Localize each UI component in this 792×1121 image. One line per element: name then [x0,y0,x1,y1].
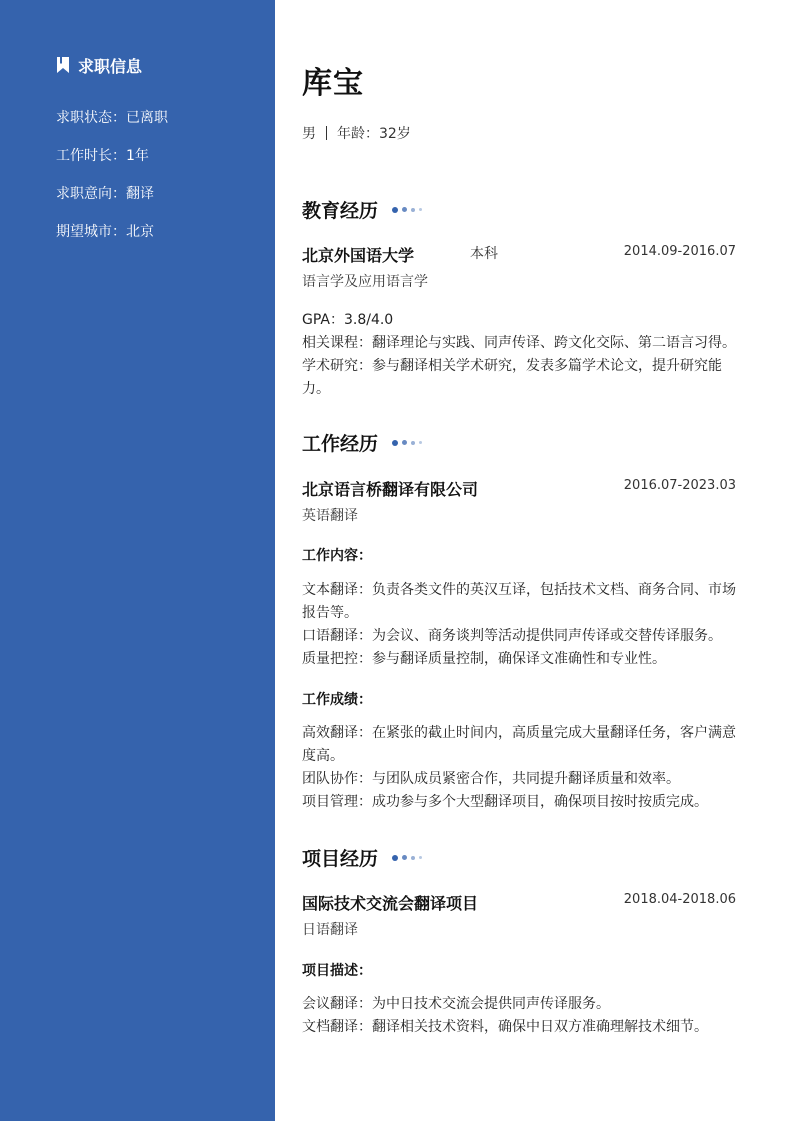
work-achievement-heading: 工作成绩： [302,692,372,708]
work-date: 2016.07-2023.03 [623,478,736,493]
sidebar-title [56,54,142,76]
work-content-heading: 工作内容： [302,548,372,564]
bookmark-icon [56,57,70,73]
work-role: 英语翻译 [302,508,358,524]
company-name: 北京语言桥翻译有限公司 [302,480,479,499]
project-section-title [302,844,422,871]
major: 语言学及应用语言学 [302,274,428,290]
sidebar [0,0,275,1121]
project-description [302,993,738,1039]
degree: 本科 [470,246,498,262]
decorative-dots [392,207,422,213]
project-role: 日语翻译 [302,922,358,938]
work-title-text: 工作经历 [302,433,379,455]
work-content-line: 质量把控：参与翻译质量控制，确保译文准确性和专业性。 [302,651,666,667]
achievement-line: 团队协作：与团队成员紧密合作，共同提升翻译质量和效率。 [302,771,680,787]
decorative-dots [392,855,422,861]
work-duration: 工作时长：1年 [56,148,149,164]
research-line: 学术研究：参与翻译相关学术研究，发表多篇学术论文，提升研究能力。 [302,358,722,397]
achievement-line: 项目管理：成功参与多个大型翻译项目，确保项目按时按质完成。 [302,794,708,810]
project-name: 国际技术交流会翻译项目 [302,894,479,913]
age: 年龄：32岁 [337,126,411,142]
achievement-line: 高效翻译：在紧张的截止时间内，高质量完成大量翻译任务，客户满意度高。 [302,725,736,764]
project-title-text: 项目经历 [302,848,379,870]
work-content [302,579,738,671]
work-achievements [302,722,738,814]
gender: 男 [302,126,316,142]
divider [326,126,327,140]
education-date: 2014.09-2016.07 [623,244,736,259]
project-desc-line: 会议翻译：为中日技术交流会提供同声传译服务。 [302,996,610,1012]
education-details [302,309,738,401]
courses-line: 相关课程：翻译理论与实践、同声传译、跨文化交际、第二语言习得。 [302,335,736,351]
education-title-text: 教育经历 [302,200,379,222]
school-name: 北京外国语大学 [302,246,415,265]
job-intention: 求职意向：翻译 [56,186,154,202]
work-content-line: 口语翻译：为会议、商务谈判等活动提供同声传译或交替传译服务。 [302,628,722,644]
project-desc-line: 文档翻译：翻译相关技术资料，确保中日双方准确理解技术细节。 [302,1019,708,1035]
sidebar-title-text: 求职信息 [78,56,143,76]
work-section-title [302,429,422,456]
gpa-line: GPA：3.8/4.0 [302,312,394,328]
project-date: 2018.04-2018.06 [623,892,736,907]
decorative-dots [392,440,422,446]
project-desc-heading: 项目描述： [302,963,372,979]
candidate-name: 库宝 [302,66,364,101]
work-content-line: 文本翻译：负责各类文件的英汉互译，包括技术文档、商务合同、市场报告等。 [302,582,736,621]
basic-info [302,123,411,143]
job-status: 求职状态：已离职 [56,110,168,126]
expected-city: 期望城市：北京 [56,224,154,240]
education-section-title [302,196,422,223]
